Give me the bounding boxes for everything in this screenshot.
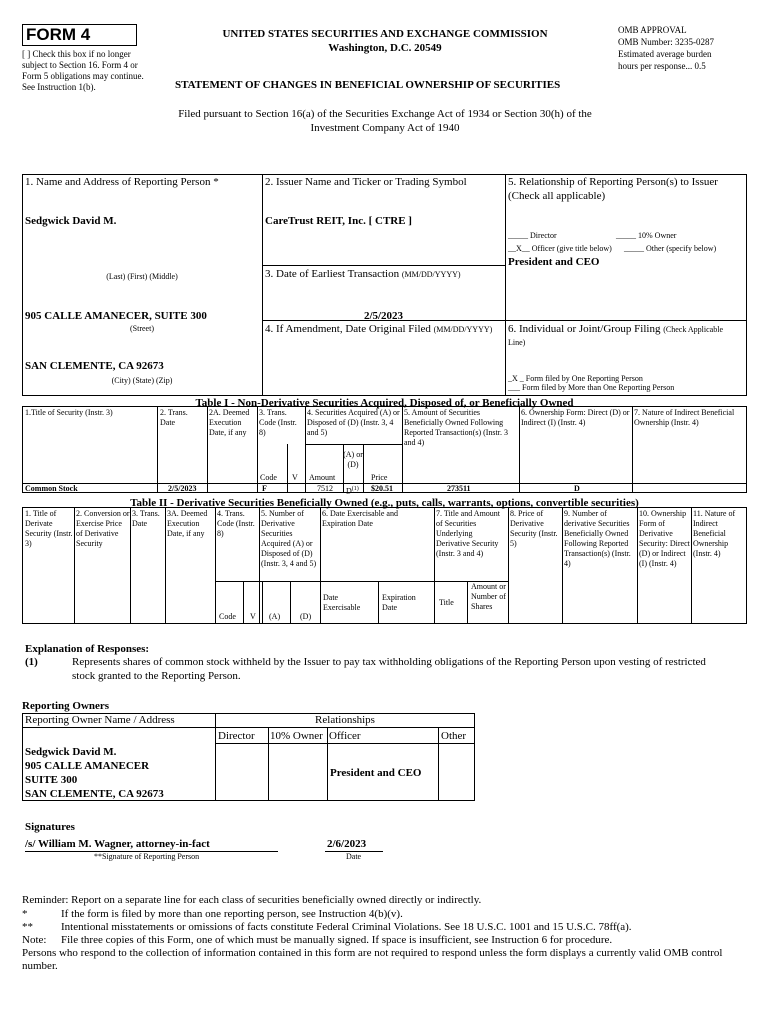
relationship-ten-pct-owner: _____ 10% Owner [616, 231, 677, 240]
owner-address2: SUITE 300 [25, 774, 78, 786]
agency-address: Washington, D.C. 20549 [328, 42, 442, 54]
footer-note: File three copies of this Form, one of which must be manually signed. If space is insufficient, see Instruction 6 for procedure. [61, 934, 613, 946]
owner-officer-title: President and CEO [330, 767, 422, 779]
table1-header-nature: 7. Nature of Indirect Beneficial Ownership (Instr. 4) [634, 408, 735, 427]
table1-sub-v: V [292, 473, 298, 482]
footer-star2-mark: ** [22, 921, 33, 933]
filing-option-one: _X _ Form filed by One Reporting Person [508, 374, 643, 383]
table2-sub-expiration: Expiration Date [382, 593, 416, 612]
form-title: FORM 4 [26, 25, 91, 44]
footer-star2: Intentional misstatements or omissions of facts constitute Federal Criminal Violations. See 18 U.S.C. 1001 and 15 U.S.C. 78ff(a). [61, 921, 632, 933]
box4-label-format: (MM/DD/YYYY) [433, 325, 493, 334]
table2-sub-date-exercisable: Date Exercisable [323, 593, 361, 612]
owners-col-ten-pct: 10% Owner [270, 730, 323, 742]
table2-header-ownership-form: 10. Ownership Form of Derivative Security: Direct (D) or Indirect (I) (Instr. 4) [639, 509, 690, 568]
table1-header-deemed: 2A. Deemed Execution Date, if any [209, 408, 250, 437]
box3-label [265, 268, 461, 281]
table2-title: Table II - Derivative Securities Beneficially Owned (e.g., puts, calls, warrants, options, convertible securities) [130, 497, 639, 509]
agency-name: UNITED STATES SECURITIES AND EXCHANGE COMMISSION [222, 28, 548, 40]
footer-star1: If the form is filed by more than one reporting person, see Instruction 4(b)(v). [61, 908, 403, 920]
table2-sub-code: Code [219, 612, 236, 621]
reporting-person-name: Sedgwick David M. [25, 215, 117, 227]
box6-label [508, 323, 744, 349]
table2-sub-v: V [250, 612, 256, 621]
table2-header-title: 1. Title of Derivate Security (Instr. 3) [25, 509, 73, 548]
signature: /s/ William M. Wagner, attorney-in-fact [25, 838, 210, 850]
box3-label-format: (MM/DD/YYYY) [401, 270, 461, 279]
table1-sub-ad: (A) or (D) [343, 450, 363, 469]
table2-sub-d: (D) [300, 612, 312, 621]
table2-sub-amount: Amount or Number of Shares [471, 582, 506, 611]
box5-label2: (Check all applicable) [508, 190, 606, 202]
filed-pursuant-line1: Filed pursuant to Section 16(a) of the Securities Exchange Act of 1934 or Section 30(h) of the [178, 108, 592, 120]
signatures-heading: Signatures [25, 821, 75, 833]
footer-star1-mark: * [22, 908, 28, 920]
statement-title: STATEMENT OF CHANGES IN BENEFICIAL OWNERSHIP OF SECURITIES [175, 79, 561, 91]
table2-header-number: 5. Number of Derivative Securities Acquired (A) or Disposed of (D) (Instr. 3, 4 and 5) [261, 509, 317, 568]
signature-date: 2/6/2023 [327, 838, 367, 850]
box4-label-text: 4. If Amendment, Date Original Filed [265, 323, 431, 335]
signature-caption: **Signature of Reporting Person [94, 852, 200, 861]
city-caption: (City) (State) (Zip) [111, 376, 173, 385]
owners-col-other: Other [441, 730, 467, 742]
box6-label-note: (Check Applicable [663, 325, 723, 334]
table2-header-price: 8. Price of Derivative Security (Instr. 5) [510, 509, 558, 548]
earliest-transaction-date: 2/5/2023 [363, 310, 404, 322]
table1-form: D [574, 484, 580, 493]
filed-pursuant-line2: Investment Company Act of 1940 [310, 122, 460, 134]
table1-header-amount-owned: 5. Amount of Securities Beneficially Owned Following Reported Transaction(s) (Instr. 3 and 4) [404, 408, 508, 447]
table1-code: F [262, 484, 267, 493]
table1-header-ownership-form: 6. Ownership Form: Direct (D) or Indirect (I) (Instr. 4) [521, 408, 630, 427]
owners-col-director: Director [218, 730, 255, 742]
owners-heading: Reporting Owners [22, 700, 110, 712]
table1-title: Table I - Non-Derivative Securities Acquired, Disposed of, or Beneficially Owned [195, 397, 574, 409]
table1-header-date: 2. Trans. Date [160, 408, 188, 427]
omb-approval-line3: Estimated average burden [618, 49, 712, 59]
table2-header-nature: 11. Nature of Indirect Beneficial Ownership (Instr. 4) [693, 509, 736, 558]
table2-header-code: 4. Trans. Code (Instr. 8) [217, 509, 255, 538]
explanation-text-line2: stock granted to the Reporting Person. [72, 670, 241, 682]
signature-date-caption: Date [346, 852, 362, 861]
omb-approval-line4: hours per response... 0.5 [618, 61, 706, 71]
owner-name: Sedgwick David M. [25, 746, 117, 758]
relationship-officer: __X__ Officer (give title below) [508, 244, 612, 253]
filing-option-more: ___ Form filed by More than One Reporting Person [508, 383, 675, 392]
table2-header-date: 3. Trans. Date [132, 509, 160, 528]
table2-sub-a: (A) [269, 612, 281, 621]
officer-title: President and CEO [508, 256, 600, 268]
owners-col-name: Reporting Owner Name / Address [25, 714, 175, 726]
box4-label [265, 323, 492, 336]
table1-amount: 7512 [317, 484, 333, 493]
table2-header-underlying: 7. Title and Amount of Securities Underlying Derivative Security (Instr. 3 and 4) [436, 509, 501, 558]
box2-label: 2. Issuer Name and Ticker or Trading Symbol [265, 176, 467, 188]
box1-label: 1. Name and Address of Reporting Person * [25, 176, 219, 188]
name-caption: (Last) (First) (Middle) [106, 272, 178, 281]
table1-sub-price: Price [371, 473, 388, 482]
footer-reminder: Reminder: Report on a separate line for each class of securities beneficially owned directly or indirectly. [22, 894, 482, 906]
relationship-director: _____ Director [508, 231, 557, 240]
table1-ad-value: D [346, 486, 352, 496]
check-box-note: [ ] Check this box if no longer subject to Section 16. Form 4 or Form 5 obligations may continue. See Instruction 1(b). [22, 49, 144, 92]
table1-owned: 273511 [447, 484, 471, 493]
omb-approval-line2: OMB Number: 3235-0287 [618, 37, 714, 47]
owners-col-relationships: Relationships [315, 714, 375, 726]
box5-label: 5. Relationship of Reporting Person(s) to Issuer [508, 176, 718, 188]
box3-label-text: 3. Date of Earliest Transaction [265, 268, 400, 280]
owner-address3: SAN CLEMENTE, CA 92673 [25, 788, 164, 800]
box6-label-note2: Line) [508, 338, 526, 347]
table2-header-dates: 6. Date Exercisable and Expiration Date [322, 509, 398, 528]
table1-sub-amount: Amount [309, 473, 336, 482]
issuer-name: CareTrust REIT, Inc. [ CTRE ] [265, 215, 412, 227]
table2-header-conversion: 2. Conversion or Exercise Price of Derivative Security [76, 509, 130, 548]
table1-ad-footnote: (1) [351, 486, 359, 492]
table1-header-title: 1.Title of Security (Instr. 3) [25, 408, 113, 417]
explanation-text-line1: Represents shares of common stock withheld by the Issuer to pay tax withholding obligations of the Reporting Person upon vesting of restricted [72, 656, 706, 668]
table1-price: $20.51 [371, 484, 393, 493]
reporting-person-city: SAN CLEMENTE, CA 92673 [25, 360, 164, 372]
table2-sub-title: Title [439, 598, 454, 607]
table1-header-code: 3. Trans. Code (Instr. 8) [259, 408, 297, 437]
table1-date: 2/5/2023 [168, 484, 197, 493]
owners-col-officer: Officer [329, 730, 361, 742]
table2-header-number-owned: 9. Number of derivative Securities Beneficially Owned Following Reported Transaction(s) (Instr. 4) [564, 509, 631, 568]
footer-note-mark: Note: [22, 934, 47, 946]
table2-header-deemed: 3A. Deemed Execution Date, if any [167, 509, 208, 538]
table1-sub-code: Code [260, 473, 277, 482]
footer-persons: Persons who respond to the collection of information contained in this form are not required to respond unless the form displays a currently valid OMB control number. [22, 947, 723, 972]
street-caption: (Street) [130, 324, 154, 333]
table1-security: Common Stock [25, 484, 78, 493]
table1-ad [346, 484, 359, 497]
relationship-other: _____ Other (specify below) [624, 244, 717, 253]
reporting-person-street: 905 CALLE AMANECER, SUITE 300 [25, 310, 207, 322]
omb-approval-line1: OMB APPROVAL [618, 25, 687, 35]
table1-header-securities: 4. Securities Acquired (A) or Disposed of (D) (Instr. 3, 4 and 5) [307, 408, 400, 437]
owner-address1: 905 CALLE AMANECER [25, 760, 150, 772]
box6-label-text: 6. Individual or Joint/Group Filing [508, 323, 661, 335]
explanation-number: (1) [25, 656, 38, 668]
explanation-heading: Explanation of Responses: [25, 643, 150, 655]
